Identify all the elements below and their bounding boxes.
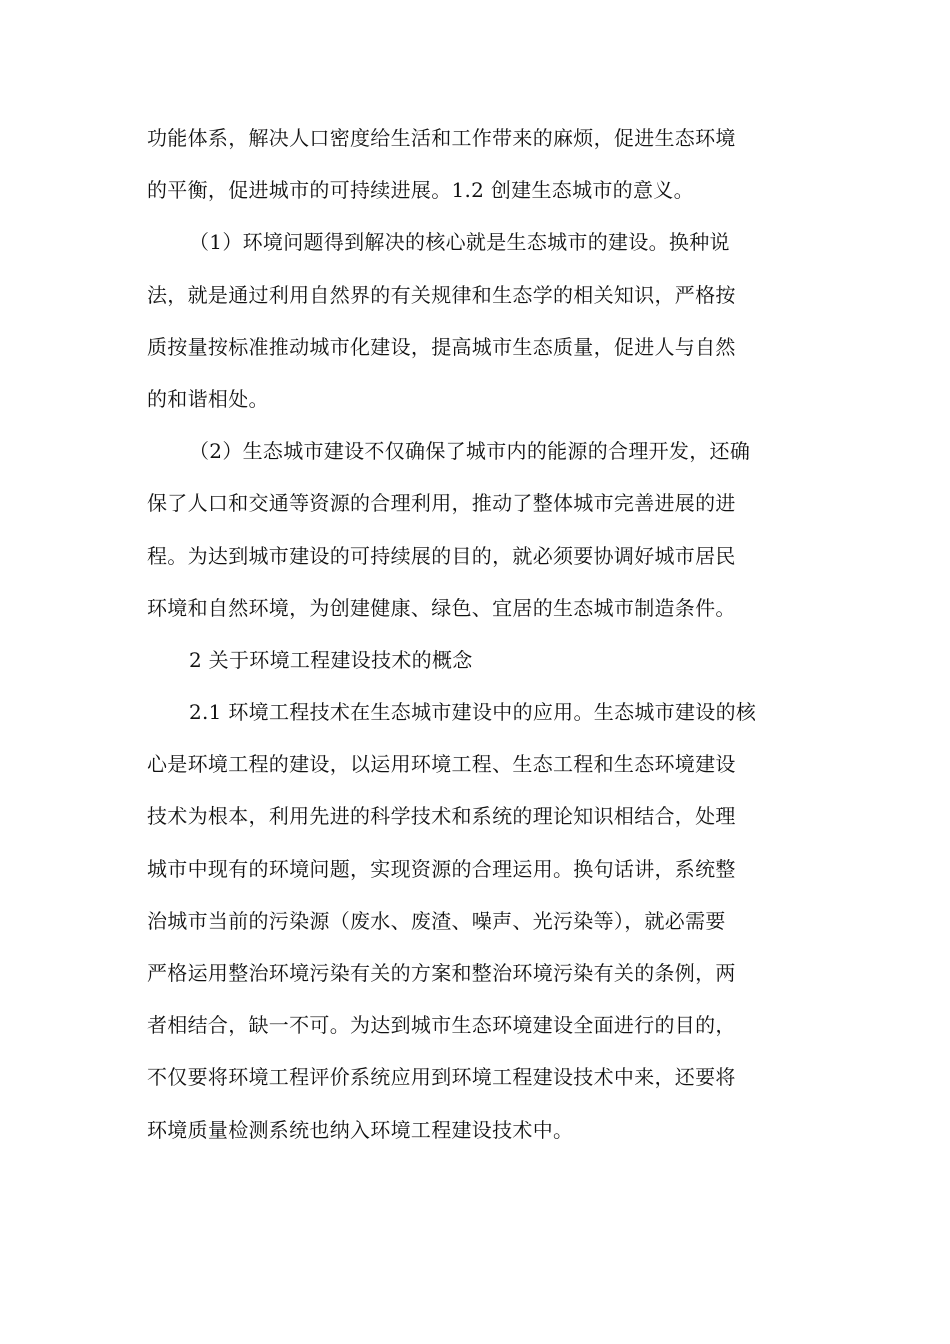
text-line: 的和谐相处。 [147,386,269,411]
text-line: 环境质量检测系统也纳入环境工程建设技术中。 [147,1117,574,1142]
section-heading: 2 关于环境工程建设技术的概念 [189,647,473,672]
text-line: 城市中现有的环境问题，实现资源的合理运用。换句话讲，系统整 [147,856,736,881]
text-line: 功能体系，解决人口密度给生活和工作带来的麻烦，促进生态环境 [147,126,736,150]
text-line: 保了人口和交通等资源的合理利用，推动了整体城市完善进展的进 [147,491,736,516]
text-line: 的平衡，促进城市的可持续进展。1.2 创建生态城市的意义。 [147,178,694,203]
text-line: 者相结合，缺一不可。为达到城市生态环境建设全面进行的目的， [147,1013,736,1038]
body-text [147,112,807,1156]
text-line: 心是环境工程的建设，以运用环境工程、生态工程和生态环境建设 [147,752,736,777]
text-line: 严格运用整治环境污染有关的方案和整治环境污染有关的条例，两 [147,961,736,985]
text-line: 治城市当前的污染源（废水、废渣、噪声、光污染等），就必需要 [147,908,726,933]
text-line: 程。为达到城市建设的可持续展的目的，就必须要协调好城市居民 [147,543,736,568]
text-line: 法，就是通过利用自然界的有关规律和生态学的相关知识，严格按 [147,282,736,307]
text-line: 2.1 环境工程技术在生态城市建设中的应用。生态城市建设的核 [189,700,757,725]
text-line: 技术为根本，利用先进的科学技术和系统的理论知识相结合，处理 [147,804,736,829]
text-line: （2）生态城市建设不仅确保了城市内的能源的合理开发，还确 [189,439,751,464]
text-line: 质按量按标准推动城市化建设，提高城市生态质量，促进人与自然 [147,334,736,359]
text-line: （1）环境问题得到解决的核心就是生态城市的建设。换种说 [189,230,730,255]
text-line: 不仅要将环境工程评价系统应用到环境工程建设技术中来，还要将 [147,1065,736,1090]
text-line: 环境和自然环境，为创建健康、绿色、宜居的生态城市制造条件。 [147,595,736,620]
